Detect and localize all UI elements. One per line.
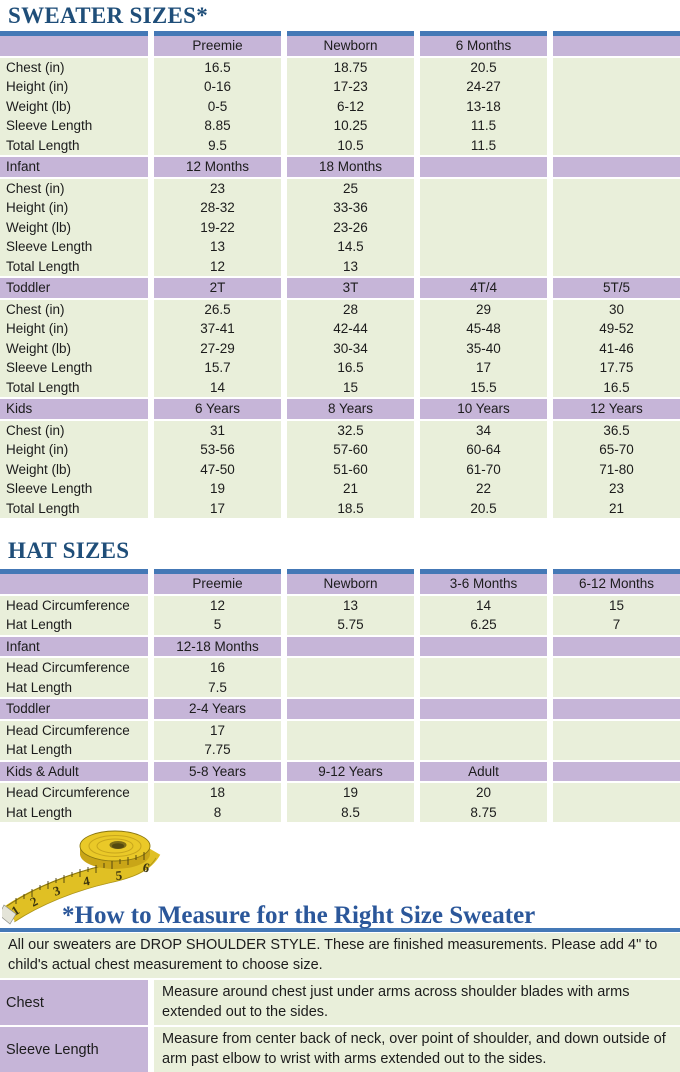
value-cell: 35-40 <box>420 339 547 359</box>
tape-number-3: 3 <box>51 882 63 899</box>
value-cell: 17 <box>154 721 281 741</box>
measurement-label-cell: Sleeve Length <box>0 116 148 136</box>
measurement-label-cell: Weight (lb) <box>0 218 148 238</box>
measurement-label-cell: Height (in) <box>0 319 148 339</box>
measure-label-chest: Chest <box>0 980 148 1025</box>
value-cell: 23 <box>154 179 281 199</box>
value-cell: 7.75 <box>154 740 281 760</box>
value-cell <box>420 658 547 678</box>
size-name-cell: 3-6 Months <box>420 574 547 594</box>
value-cell: 7.5 <box>154 678 281 698</box>
age-group-cell: Infant <box>0 157 148 177</box>
hat_table-section-3 <box>0 762 680 823</box>
value-cell <box>420 218 547 238</box>
value-cell: 8 <box>154 803 281 823</box>
value-cell: 15 <box>287 378 414 398</box>
howto-heading: *How to Measure for the Right Size Sweater <box>62 902 536 929</box>
value-cell: 61-70 <box>420 460 547 480</box>
table-row <box>0 319 680 339</box>
measurement-label-cell: Total Length <box>0 257 148 277</box>
value-cell: 65-70 <box>553 440 680 460</box>
value-cell <box>553 179 680 199</box>
sweater_table-section-0 <box>0 31 680 155</box>
measurement-label-cell: Sleeve Length <box>0 237 148 257</box>
measure-row-chest <box>0 980 680 1025</box>
value-cell: 11.5 <box>420 116 547 136</box>
section-header-row <box>0 699 680 719</box>
size-name-cell: 2-4 Years <box>154 699 281 719</box>
value-cell: 71-80 <box>553 460 680 480</box>
value-cell: 49-52 <box>553 319 680 339</box>
value-cell: 6.25 <box>420 615 547 635</box>
measurement-label-cell: Sleeve Length <box>0 358 148 378</box>
value-cell <box>420 198 547 218</box>
value-cell <box>553 678 680 698</box>
value-cell: 60-64 <box>420 440 547 460</box>
size-name-cell <box>553 699 680 719</box>
value-cell: 16 <box>154 658 281 678</box>
size-name-cell: 5-8 Years <box>154 762 281 782</box>
value-cell: 22 <box>420 479 547 499</box>
value-cell <box>553 116 680 136</box>
tape-number-6: 6 <box>141 859 152 876</box>
hat_table-section-0 <box>0 569 680 635</box>
size-name-cell <box>420 699 547 719</box>
measure-instruction-chest: Measure around chest just under arms across shoulder blades with arms extended out to the sides. <box>154 980 680 1025</box>
measurement-label-cell: Sleeve Length <box>0 479 148 499</box>
measurement-label-cell: Weight (lb) <box>0 97 148 117</box>
size-name-cell <box>553 637 680 657</box>
value-cell: 7 <box>553 615 680 635</box>
tape-number-5: 5 <box>114 867 123 883</box>
section-header-row <box>0 637 680 657</box>
value-cell <box>553 257 680 277</box>
value-cell: 11.5 <box>420 136 547 156</box>
value-cell: 32.5 <box>287 421 414 441</box>
size-name-cell <box>420 157 547 177</box>
value-cell: 15.5 <box>420 378 547 398</box>
size-name-cell: 6-12 Months <box>553 574 680 594</box>
measure-label-sleeve-length: Sleeve Length <box>0 1027 148 1072</box>
value-cell: 53-56 <box>154 440 281 460</box>
value-cell: 31 <box>154 421 281 441</box>
value-cell: 20.5 <box>420 58 547 78</box>
value-cell <box>420 678 547 698</box>
value-cell: 16.5 <box>287 358 414 378</box>
value-cell: 24-27 <box>420 77 547 97</box>
value-cell: 20 <box>420 783 547 803</box>
value-cell: 19 <box>154 479 281 499</box>
value-cell: 13-18 <box>420 97 547 117</box>
size-name-cell: 18 Months <box>287 157 414 177</box>
age-group-cell <box>0 574 148 594</box>
size-name-cell: 10 Years <box>420 399 547 419</box>
value-cell: 18 <box>154 783 281 803</box>
table-row <box>0 77 680 97</box>
age-group-cell <box>0 36 148 56</box>
measure-intro-text: All our sweaters are DROP SHOULDER STYLE. These are finished measurements. Please add 4" to child's actual chest measurement to choose size. <box>0 933 680 978</box>
measurement-label-cell: Head Circumference <box>0 596 148 616</box>
measurement-label-cell: Total Length <box>0 378 148 398</box>
measurement-label-cell: Weight (lb) <box>0 339 148 359</box>
table-row <box>0 783 680 803</box>
value-cell: 9.5 <box>154 136 281 156</box>
size-name-cell: 6 Years <box>154 399 281 419</box>
value-cell: 34 <box>420 421 547 441</box>
value-cell: 12 <box>154 596 281 616</box>
value-cell <box>553 58 680 78</box>
measurement-label-cell: Head Circumference <box>0 658 148 678</box>
value-cell: 16.5 <box>553 378 680 398</box>
table-row <box>0 440 680 460</box>
table-row <box>0 116 680 136</box>
value-cell: 13 <box>287 257 414 277</box>
measurement-label-cell: Height (in) <box>0 198 148 218</box>
table-row <box>0 421 680 441</box>
measurement-label-cell: Chest (in) <box>0 300 148 320</box>
size-name-cell: 9-12 Years <box>287 762 414 782</box>
size-name-cell: 4T/4 <box>420 278 547 298</box>
value-cell: 19 <box>287 783 414 803</box>
value-cell: 5.75 <box>287 615 414 635</box>
size-name-cell <box>287 637 414 657</box>
value-cell: 17 <box>420 358 547 378</box>
value-cell: 57-60 <box>287 440 414 460</box>
section-header-row <box>0 278 680 298</box>
value-cell: 33-36 <box>287 198 414 218</box>
value-cell: 47-50 <box>154 460 281 480</box>
table-row <box>0 179 680 199</box>
value-cell <box>420 237 547 257</box>
value-cell: 10.5 <box>287 136 414 156</box>
size-name-cell: 12-18 Months <box>154 637 281 657</box>
value-cell <box>553 658 680 678</box>
size-name-cell: 5T/5 <box>553 278 680 298</box>
size-name-cell: Preemie <box>154 574 281 594</box>
value-cell: 14 <box>154 378 281 398</box>
size-name-cell <box>553 36 680 56</box>
hat-sizes-title: HAT SIZES <box>8 538 130 563</box>
value-cell: 51-60 <box>287 460 414 480</box>
section-header-row <box>0 762 680 782</box>
value-cell: 15.7 <box>154 358 281 378</box>
measurement-label-cell: Head Circumference <box>0 783 148 803</box>
value-cell: 17-23 <box>287 77 414 97</box>
measurement-label-cell: Head Circumference <box>0 721 148 741</box>
age-group-cell: Toddler <box>0 699 148 719</box>
table-row <box>0 596 680 616</box>
hat-sizes-table <box>0 569 680 822</box>
measurement-label-cell: Chest (in) <box>0 58 148 78</box>
value-cell: 20.5 <box>420 499 547 519</box>
value-cell: 23 <box>553 479 680 499</box>
value-cell <box>420 179 547 199</box>
measurement-label-cell: Hat Length <box>0 678 148 698</box>
value-cell: 14.5 <box>287 237 414 257</box>
value-cell <box>420 740 547 760</box>
age-group-cell: Kids <box>0 399 148 419</box>
section-header-row <box>0 574 680 594</box>
value-cell: 8.85 <box>154 116 281 136</box>
size-name-cell: Newborn <box>287 574 414 594</box>
size-name-cell <box>553 157 680 177</box>
value-cell: 17 <box>154 499 281 519</box>
size-name-cell: Adult <box>420 762 547 782</box>
section-header-row <box>0 157 680 177</box>
value-cell: 0-5 <box>154 97 281 117</box>
table-row <box>0 803 680 823</box>
tape-number-1: 1 <box>8 902 23 919</box>
value-cell <box>553 97 680 117</box>
table-row <box>0 740 680 760</box>
table-row <box>0 136 680 156</box>
value-cell: 30 <box>553 300 680 320</box>
howto-section <box>0 830 680 929</box>
size-name-cell: Preemie <box>154 36 281 56</box>
value-cell <box>553 136 680 156</box>
measure-instruction-sleeve-length: Measure from center back of neck, over point of shoulder, and down outside of arm past elbow to wrist with arms extended out to the sides. <box>154 1027 680 1072</box>
value-cell <box>553 218 680 238</box>
value-cell: 29 <box>420 300 547 320</box>
tape-number-2: 2 <box>27 893 41 910</box>
measurement-label-cell: Hat Length <box>0 615 148 635</box>
size-name-cell <box>553 762 680 782</box>
value-cell <box>420 257 547 277</box>
size-name-cell: 8 Years <box>287 399 414 419</box>
size-name-cell: 6 Months <box>420 36 547 56</box>
table-row <box>0 658 680 678</box>
age-group-cell: Infant <box>0 637 148 657</box>
measurement-label-cell: Total Length <box>0 136 148 156</box>
table-row <box>0 237 680 257</box>
measurement-label-cell: Height (in) <box>0 440 148 460</box>
table-row <box>0 58 680 78</box>
table-row <box>0 678 680 698</box>
value-cell: 10.25 <box>287 116 414 136</box>
value-cell: 36.5 <box>553 421 680 441</box>
sweater_table-section-1 <box>0 157 680 276</box>
table-row <box>0 721 680 741</box>
value-cell: 5 <box>154 615 281 635</box>
sweater_table-section-2 <box>0 278 680 397</box>
value-cell: 13 <box>287 596 414 616</box>
value-cell <box>553 740 680 760</box>
table-row <box>0 479 680 499</box>
sweater_table-section-3 <box>0 399 680 518</box>
table-row <box>0 339 680 359</box>
sweater-sizes-table <box>0 31 680 518</box>
table-row <box>0 218 680 238</box>
value-cell: 0-16 <box>154 77 281 97</box>
value-cell <box>553 721 680 741</box>
size-name-cell: 12 Months <box>154 157 281 177</box>
value-cell: 14 <box>420 596 547 616</box>
size-name-cell: Newborn <box>287 36 414 56</box>
table-row <box>0 615 680 635</box>
measurement-label-cell: Height (in) <box>0 77 148 97</box>
value-cell: 19-22 <box>154 218 281 238</box>
size-name-cell: 12 Years <box>553 399 680 419</box>
section-header-row <box>0 399 680 419</box>
table-row <box>0 378 680 398</box>
value-cell <box>420 721 547 741</box>
value-cell: 17.75 <box>553 358 680 378</box>
value-cell: 30-34 <box>287 339 414 359</box>
value-cell: 12 <box>154 257 281 277</box>
value-cell: 28 <box>287 300 414 320</box>
value-cell: 41-46 <box>553 339 680 359</box>
table-row <box>0 97 680 117</box>
value-cell: 42-44 <box>287 319 414 339</box>
size-name-cell <box>420 637 547 657</box>
measurement-label-cell: Hat Length <box>0 740 148 760</box>
value-cell: 15 <box>553 596 680 616</box>
value-cell: 21 <box>287 479 414 499</box>
value-cell: 37-41 <box>154 319 281 339</box>
value-cell: 6-12 <box>287 97 414 117</box>
measure-row-sleeve-length <box>0 1027 680 1072</box>
value-cell <box>287 740 414 760</box>
measurement-label-cell: Weight (lb) <box>0 460 148 480</box>
age-group-cell: Kids & Adult <box>0 762 148 782</box>
value-cell: 25 <box>287 179 414 199</box>
measurement-label-cell: Hat Length <box>0 803 148 823</box>
value-cell: 21 <box>553 499 680 519</box>
hat_table-section-2 <box>0 699 680 760</box>
value-cell: 13 <box>154 237 281 257</box>
measurement-label-cell: Chest (in) <box>0 179 148 199</box>
value-cell <box>287 678 414 698</box>
table-row <box>0 499 680 519</box>
value-cell: 18.5 <box>287 499 414 519</box>
table-row <box>0 358 680 378</box>
size-name-cell: 2T <box>154 278 281 298</box>
measurement-label-cell: Total Length <box>0 499 148 519</box>
sweater-sizes-title: SWEATER SIZES* <box>8 3 208 28</box>
value-cell <box>553 237 680 257</box>
size-name-cell <box>287 699 414 719</box>
value-cell <box>553 198 680 218</box>
value-cell <box>287 721 414 741</box>
tape-number-4: 4 <box>81 872 91 889</box>
value-cell <box>553 783 680 803</box>
value-cell: 18.75 <box>287 58 414 78</box>
table-row <box>0 198 680 218</box>
value-cell: 26.5 <box>154 300 281 320</box>
hat_table-section-1 <box>0 637 680 698</box>
value-cell: 16.5 <box>154 58 281 78</box>
value-cell: 23-26 <box>287 218 414 238</box>
table-row <box>0 460 680 480</box>
value-cell: 27-29 <box>154 339 281 359</box>
value-cell: 8.5 <box>287 803 414 823</box>
section-header-row <box>0 36 680 56</box>
value-cell: 28-32 <box>154 198 281 218</box>
table-row <box>0 257 680 277</box>
value-cell: 8.75 <box>420 803 547 823</box>
value-cell <box>287 658 414 678</box>
table-row <box>0 300 680 320</box>
size-name-cell: 3T <box>287 278 414 298</box>
measurement-label-cell: Chest (in) <box>0 421 148 441</box>
value-cell <box>553 77 680 97</box>
value-cell: 45-48 <box>420 319 547 339</box>
value-cell <box>553 803 680 823</box>
age-group-cell: Toddler <box>0 278 148 298</box>
